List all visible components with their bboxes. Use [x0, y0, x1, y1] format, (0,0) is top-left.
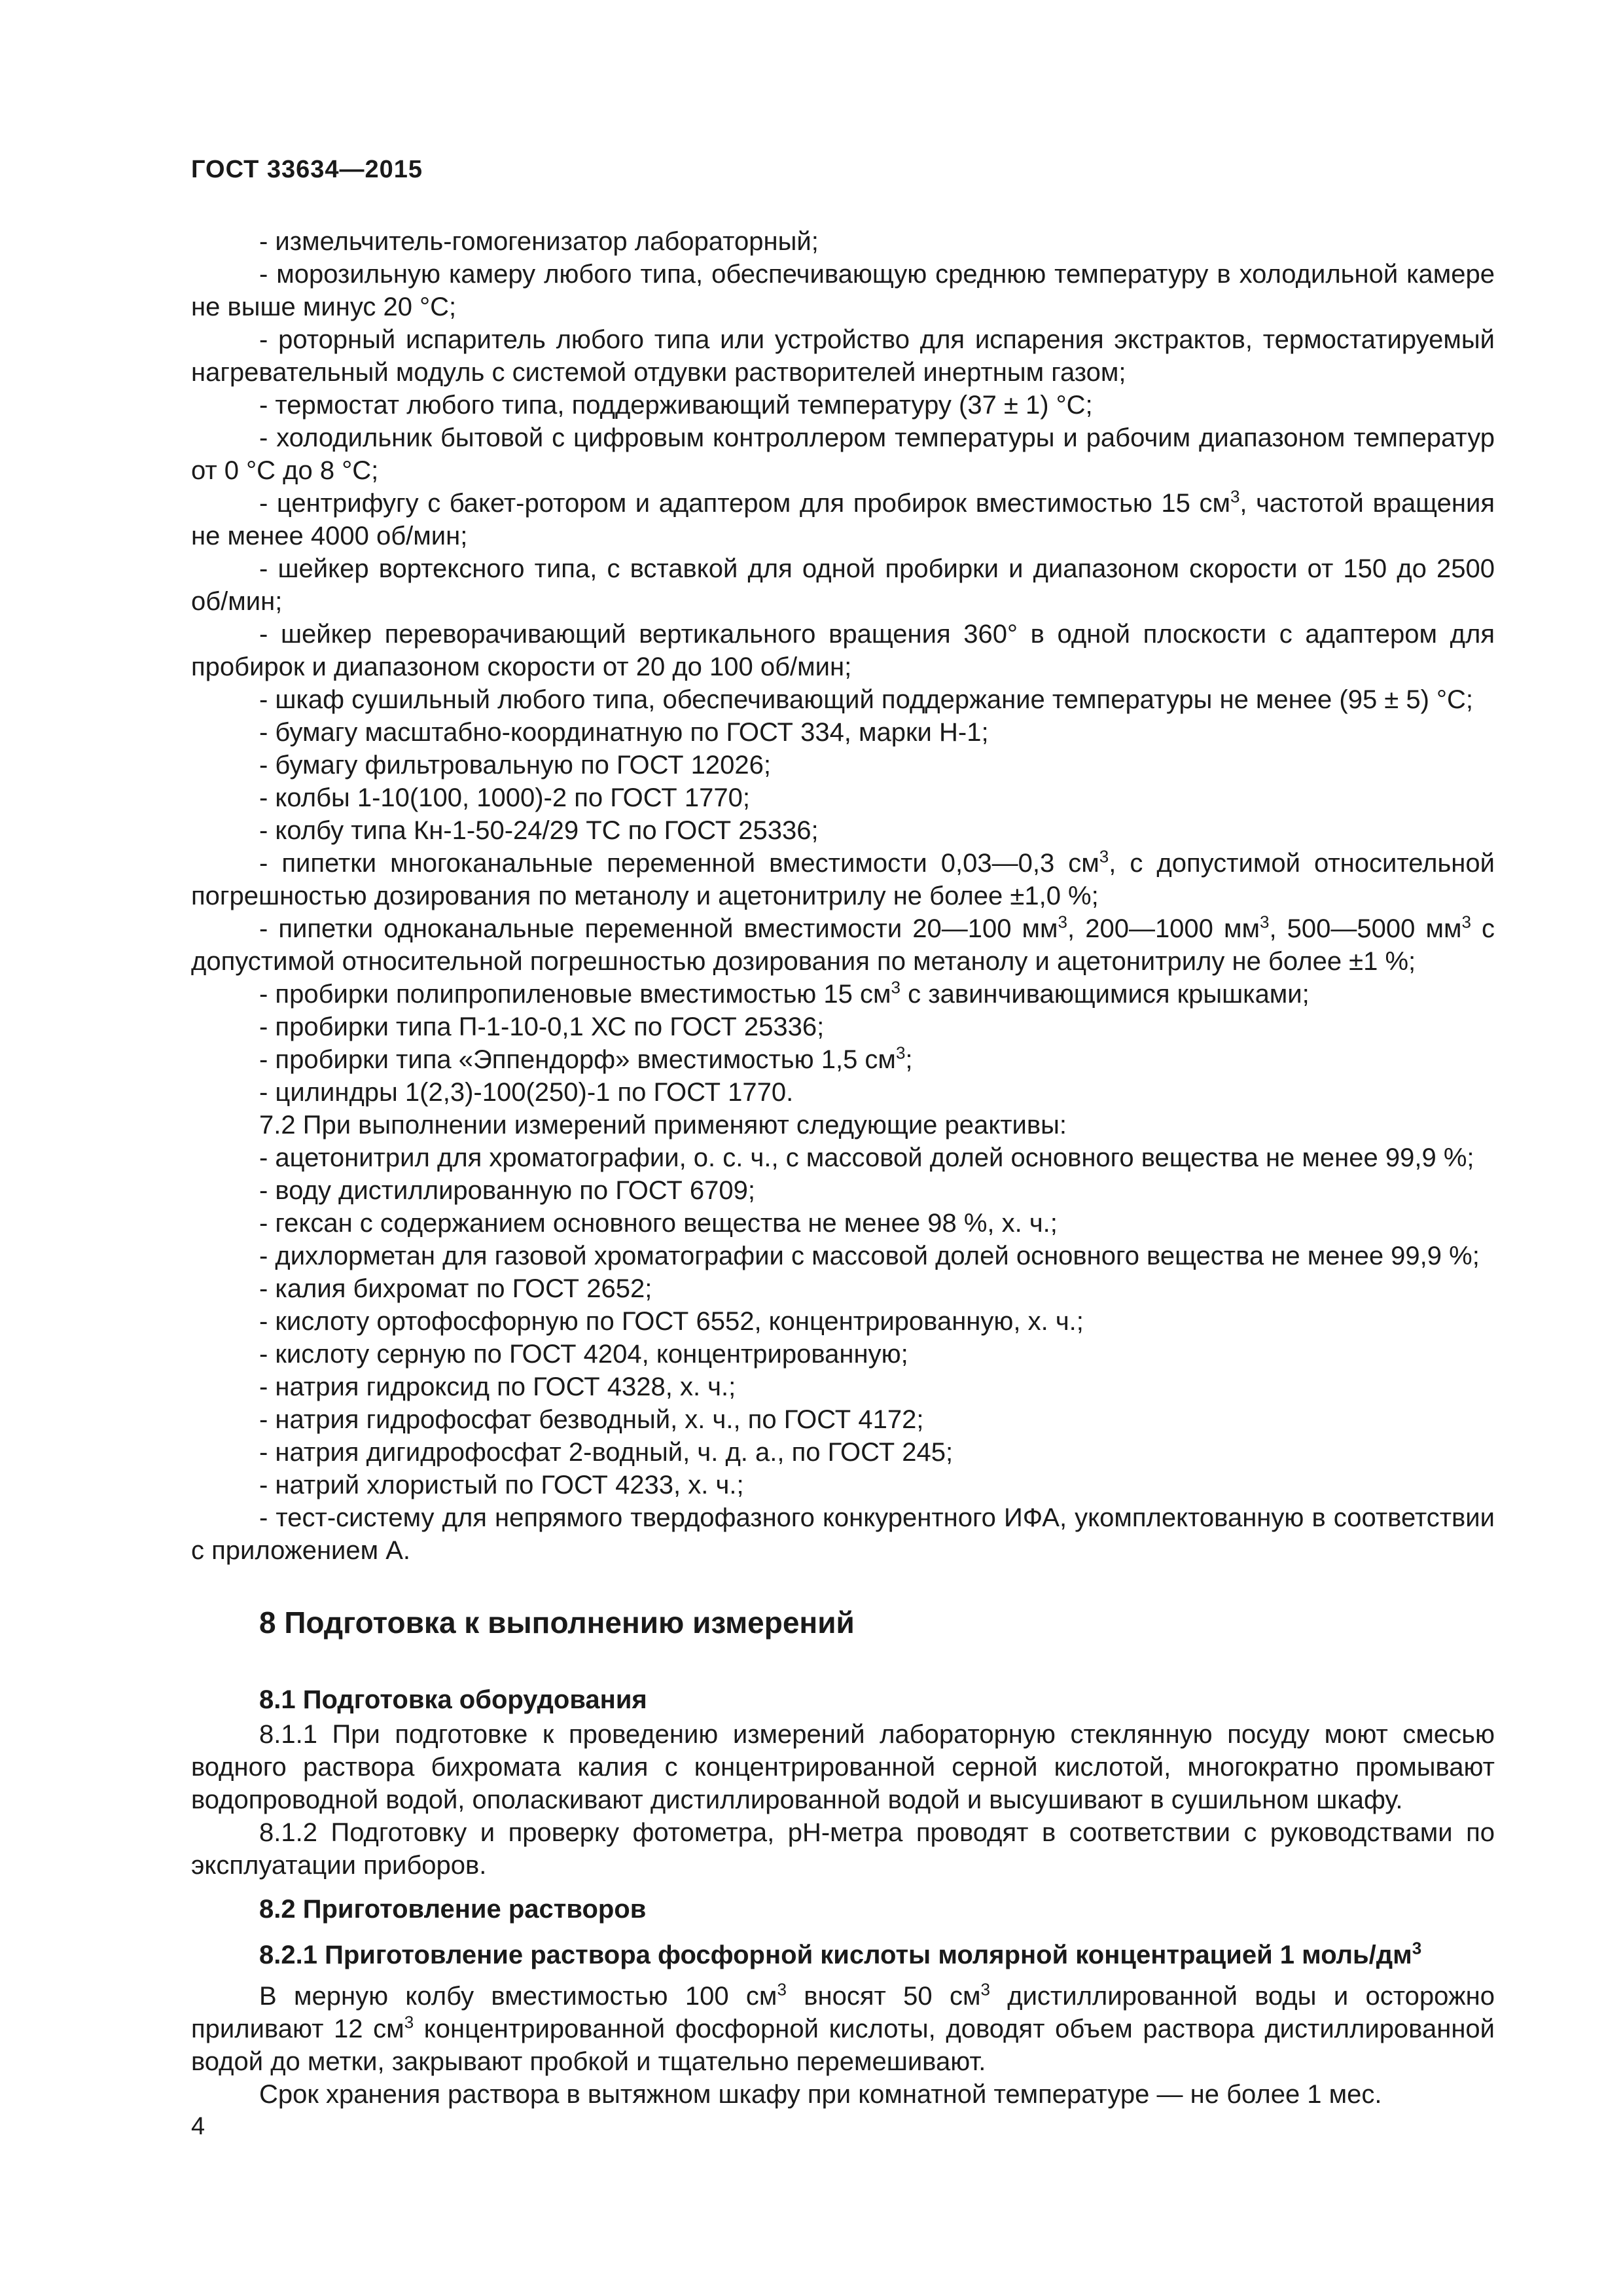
list-item: - морозильную камеру любого типа, обеспечивающую среднюю температуру в холодильной камере не выше минус 20 °С; [191, 260, 1495, 321]
section-heading: 8 Подготовка к выполнению измерений [259, 1605, 855, 1640]
list-item: - калия бихромат по ГОСТ 2652; [259, 1274, 652, 1303]
paragraph: 8.1.2 Подготовку и проверку фотометра, рН-метра проводят в соответствии с руководствами по эксплуатации приборов. [191, 1818, 1495, 1880]
subsection-heading: 8.2 Приготовление растворов [259, 1895, 647, 1924]
list-item: - роторный испаритель любого типа или устройство для испарения экстрактов, термостатируемый нагревательный модуль с системой отдувки растворителей инертным газом; [191, 325, 1495, 387]
list-item: - ацетонитрил для хроматографии, о. с. ч., с массовой долей основного вещества не менее 99,9 %; [259, 1143, 1474, 1172]
list-item: - тест-систему для непрямого твердофазного конкурентного ИФА, укомплектованную в соответствии с приложением А. [191, 1503, 1495, 1565]
list-item: - пробирки полипропиленовые вместимостью 15 $см^3$ с завинчивающимися крышками; [259, 977, 1310, 1009]
list-item: - колбы 1-10(100, 1000)-2 по ГОСТ 1770; [259, 783, 750, 812]
subsection-heading: 8.1 Подготовка оборудования [259, 1685, 647, 1714]
list-item: - натрий хлористый по ГОСТ 4233, х. ч.; [259, 1471, 744, 1499]
list-item: - шкаф сушильный любого типа, обеспечивающий поддержание температуры не менее (95 ± 5) °С; [259, 685, 1474, 714]
list-item: - шейкер вортексного типа, с вставкой для одной пробирки и диапазоном скорости от 150 до 2500 об/мин; [191, 554, 1495, 616]
paragraph: В мерную колбу вместимостью 100 $см^3$ вносят 50 $см^3$ дистиллированной воды и осторожно приливают 12 $см^3$ концентрированной фосфорной кислоты, доводят объем раствора дистиллированной водой до метки, закрывают пробкой и тщательно перемешивают. [191, 1979, 1495, 2076]
list-item: - цилиндры 1(2,3)-100(250)-1 по ГОСТ 1770. [259, 1078, 794, 1107]
page-number: 4 [191, 2113, 205, 2140]
list-item: - гексан с содержанием основного вещества не менее 98 %, х. ч.; [259, 1209, 1058, 1238]
paragraph: 7.2 При выполнении измерений применяют следующие реактивы: [259, 1111, 1067, 1139]
list-item: - пробирки типа «Эппендорф» вместимостью 1,5 $см^3$; [259, 1043, 913, 1074]
list-item: - натрия гидроксид по ГОСТ 4328, х. ч.; [259, 1372, 736, 1401]
list-item: - дихлорметан для газовой хроматографии с массовой долей основного вещества не менее 99,9 %; [259, 1242, 1480, 1270]
list-item: - шейкер переворачивающий вертикального вращения 360° в одной плоскости с адаптером для пробирок и диапазоном скорости от 20 до 100 об/мин; [191, 620, 1495, 681]
list-item: - натрия гидрофосфат безводный, х. ч., по ГОСТ 4172; [259, 1405, 924, 1434]
subsubsection-heading: 8.2.1 Приготовление раствора фосфорной кислоты молярной концентрацией 1 моль/$дм^3$ [259, 1938, 1422, 1969]
list-item: - измельчитель-гомогенизатор лабораторный; [259, 227, 819, 256]
list-item: - натрия дигидрофосфат 2-водный, ч. д. а., по ГОСТ 245; [259, 1438, 954, 1467]
document-body [191, 225, 1495, 2111]
list-item: - кислоту ортофосфорную по ГОСТ 6552, концентрированную, х. ч.; [259, 1307, 1084, 1336]
document-header: ГОСТ 33634—2015 [191, 156, 423, 183]
list-item: - бумагу фильтровальную по ГОСТ 12026; [259, 751, 772, 780]
list-item: - бумагу масштабно-координатную по ГОСТ 334, марки Н-1; [259, 718, 989, 747]
paragraph: Срок хранения раствора в вытяжном шкафу при комнатной температуре — не более 1 мес. [259, 2080, 1382, 2109]
list-item: - пипетки одноканальные переменной вместимости 20—100 $мм^3$, 200—1000 $мм^3$, 500—5000 $мм^3$ с допустимой относительной погрешностью дозирования по метанолу и ацетонитрилу не более ±1 %; [191, 912, 1495, 976]
list-item: - термостат любого типа, поддерживающий температуру (37 ± 1) °С; [259, 391, 1093, 420]
paragraph: 8.1.1 При подготовке к проведению измерений лабораторную стеклянную посуду моют смесью водного раствора бихромата калия с концентрированной серной кислотой, многократно промывают водопроводной водой, ополаскивают дистиллированной водой и высушивают в сушильном шкафу. [191, 1720, 1495, 1814]
list-item: - центрифугу с бакет-ротором и адаптером для пробирок вместимостью 15 $см^3$, частотой вращения не менее 4000 об/мин; [191, 486, 1495, 550]
list-item: - пипетки многоканальные переменной вместимости 0,03—0,3 $см^3$, с допустимой относительной погрешностью дозирования по метанолу и ацетонитрилу не более ±1,0 %; [191, 846, 1495, 910]
list-item: - воду дистиллированную по ГОСТ 6709; [259, 1176, 756, 1205]
list-item: - кислоту серную по ГОСТ 4204, концентрированную; [259, 1340, 908, 1369]
list-item: - колбу типа Кн-1-50-24/29 ТС по ГОСТ 25336; [259, 816, 819, 845]
list-item: - холодильник бытовой с цифровым контроллером температуры и рабочим диапазоном температур от 0 °С до 8 °С; [191, 423, 1495, 485]
list-item: - пробирки типа П-1-10-0,1 ХС по ГОСТ 25336; [259, 1013, 825, 1041]
